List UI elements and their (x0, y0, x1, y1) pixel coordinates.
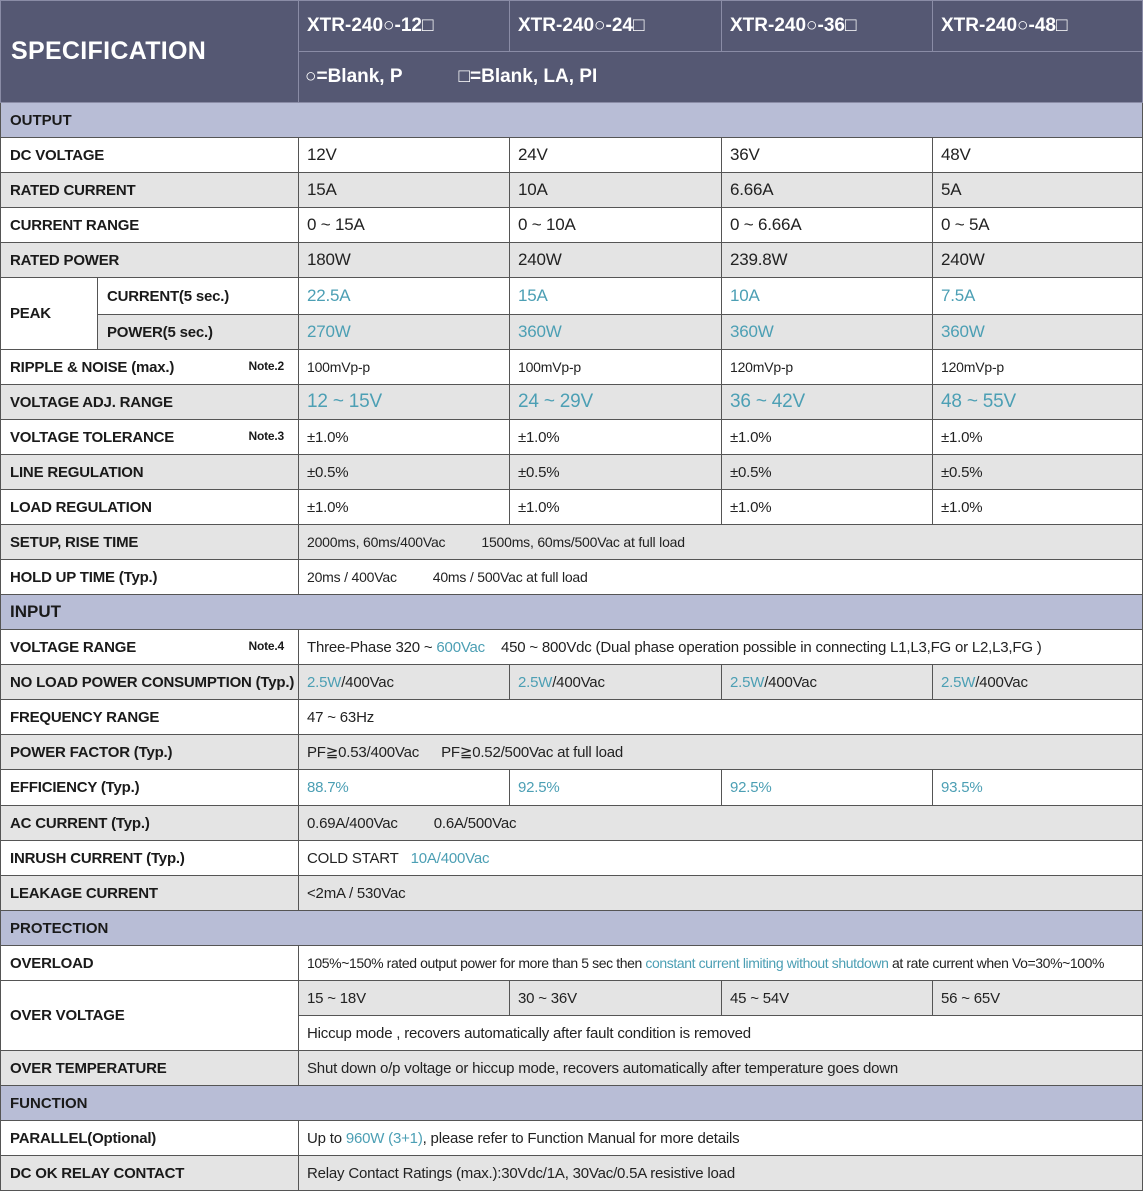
cell: ±0.5% (722, 455, 933, 490)
cell: 120mVp-p (933, 350, 1143, 385)
row-label: EFFICIENCY (Typ.) (1, 770, 299, 806)
note-ref: Note.3 (248, 428, 284, 443)
value-suffix: /400Vac (764, 673, 817, 691)
cell (510, 665, 722, 700)
cell: 45 ~ 54V (722, 981, 933, 1016)
row-peak-power (1, 315, 1143, 350)
cell: 88.7% (299, 770, 510, 806)
cell: 360W (933, 315, 1143, 350)
cell: 10A (510, 173, 722, 208)
cell: 5A (933, 173, 1143, 208)
row-ac-current (1, 806, 1143, 841)
header-row-models (1, 1, 1143, 52)
row-label: OVERLOAD (1, 946, 299, 981)
row-label: SETUP, RISE TIME (1, 525, 299, 560)
label-text: VOLTAGE TOLERANCE (10, 428, 175, 446)
value-suffix: , please refer to Function Manual for more details (422, 1129, 740, 1147)
row-label: OVER TEMPERATURE (1, 1051, 299, 1086)
cell: 15 ~ 18V (299, 981, 510, 1016)
value-highlight: 2.5W (730, 673, 765, 691)
cell: 0 ~ 15A (299, 208, 510, 243)
cell: 360W (510, 315, 722, 350)
cell (299, 1121, 1143, 1156)
section-title: INPUT (1, 595, 1143, 630)
row-current-range (1, 208, 1143, 243)
cell: 36 ~ 42V (722, 385, 933, 420)
row-over-temperature (1, 1051, 1143, 1086)
cell: Hiccup mode , recovers automatically after fault condition is removed (299, 1016, 1143, 1051)
row-label: LEAKAGE CURRENT (1, 876, 299, 911)
model-48v: XTR-240○-48□ (933, 1, 1143, 52)
label-text: RIPPLE & NOISE (max.) (10, 358, 175, 376)
row-label: PARALLEL(Optional) (1, 1121, 299, 1156)
row-label: NO LOAD POWER CONSUMPTION (Typ.) (1, 665, 299, 700)
row-label: DC VOLTAGE (1, 138, 299, 173)
row-peak-current (1, 278, 1143, 315)
cell: 15A (510, 278, 722, 315)
cell (299, 946, 1143, 981)
model-12v: XTR-240○-12□ (299, 1, 510, 52)
cell (299, 525, 1143, 560)
value-b: 40ms / 500Vac at full load (432, 569, 588, 585)
value-b: 1500ms, 60ms/500Vac at full load (481, 534, 685, 550)
row-over-voltage-values (1, 981, 1143, 1016)
cell: ±1.0% (933, 420, 1143, 455)
value-prefix: Up to (307, 1129, 346, 1147)
cell: 30 ~ 36V (510, 981, 722, 1016)
row-label: CURRENT(5 sec.) (98, 278, 299, 315)
value-highlight: 2.5W (518, 673, 553, 691)
value-prefix: Three-Phase 320 ~ (307, 638, 437, 656)
value-prefix: COLD START (307, 849, 399, 867)
cell (299, 841, 1143, 876)
row-label: AC CURRENT (Typ.) (1, 806, 299, 841)
value-highlight: 10A/400Vac (410, 849, 490, 867)
cell (933, 665, 1143, 700)
row-label (1, 350, 299, 385)
cell: 93.5% (933, 770, 1143, 806)
section-output (1, 103, 1143, 138)
section-title: PROTECTION (1, 911, 1143, 946)
peak-label: PEAK (1, 278, 98, 350)
row-label: LINE REGULATION (1, 455, 299, 490)
suffix-circle: ○=Blank, P (305, 66, 403, 87)
cell (299, 806, 1143, 841)
section-title: OUTPUT (1, 103, 1143, 138)
value-suffix: at rate current when Vo=30%~100% (888, 955, 1105, 971)
row-leakage (1, 876, 1143, 911)
row-label (1, 420, 299, 455)
value-suffix: /400Vac (975, 673, 1028, 691)
section-input (1, 595, 1143, 630)
row-hold-up (1, 560, 1143, 595)
row-dc-voltage (1, 138, 1143, 173)
row-label: RATED POWER (1, 243, 299, 278)
row-rated-power (1, 243, 1143, 278)
cell (299, 560, 1143, 595)
cell: 240W (933, 243, 1143, 278)
row-label: VOLTAGE ADJ. RANGE (1, 385, 299, 420)
row-label: INRUSH CURRENT (Typ.) (1, 841, 299, 876)
cell (299, 630, 1143, 665)
section-function (1, 1086, 1143, 1121)
value-a: 2000ms, 60ms/400Vac (307, 534, 446, 550)
cell: 239.8W (722, 243, 933, 278)
row-voltage-tolerance (1, 420, 1143, 455)
cell (722, 665, 933, 700)
row-efficiency (1, 770, 1143, 806)
cell: 360W (722, 315, 933, 350)
suffix-square: □=Blank, LA, PI (458, 66, 598, 87)
cell: 240W (510, 243, 722, 278)
row-label: FREQUENCY RANGE (1, 700, 299, 735)
row-label: POWER(5 sec.) (98, 315, 299, 350)
row-parallel (1, 1121, 1143, 1156)
row-inrush (1, 841, 1143, 876)
row-dc-ok (1, 1156, 1143, 1191)
row-label (1, 630, 299, 665)
label-text: VOLTAGE RANGE (10, 638, 137, 656)
value-suffix: /400Vac (341, 673, 394, 691)
row-no-load (1, 665, 1143, 700)
model-24v: XTR-240○-24□ (510, 1, 722, 52)
value-a: 0.69A/400Vac (307, 814, 398, 832)
cell: 7.5A (933, 278, 1143, 315)
row-frequency (1, 700, 1143, 735)
value-prefix: 105%~150% rated output power for more than 5 sec then (307, 955, 646, 971)
cell: ±1.0% (510, 490, 722, 525)
cell: ±1.0% (299, 420, 510, 455)
cell: Shut down o/p voltage or hiccup mode, recovers automatically after temperature goes down (299, 1051, 1143, 1086)
cell: 180W (299, 243, 510, 278)
cell: ±1.0% (299, 490, 510, 525)
cell: 92.5% (722, 770, 933, 806)
cell: 6.66A (722, 173, 933, 208)
value-b: PF≧0.52/500Vac at full load (441, 744, 624, 761)
cell: 48V (933, 138, 1143, 173)
cell: ±0.5% (510, 455, 722, 490)
section-protection (1, 911, 1143, 946)
cell: ±1.0% (510, 420, 722, 455)
row-label: CURRENT RANGE (1, 208, 299, 243)
cell: 24V (510, 138, 722, 173)
cell: 100mVp-p (510, 350, 722, 385)
value-suffix: 450 ~ 800Vdc (Dual phase operation possible in connecting L1,L3,FG or L2,L3,FG ) (500, 638, 1042, 656)
row-label: HOLD UP TIME (Typ.) (1, 560, 299, 595)
row-setup-rise (1, 525, 1143, 560)
cell: ±1.0% (722, 420, 933, 455)
cell: Relay Contact Ratings (max.):30Vdc/1A, 30Vac/0.5A resistive load (299, 1156, 1143, 1191)
cell: 48 ~ 55V (933, 385, 1143, 420)
value-highlight: 960W (3+1) (345, 1129, 423, 1147)
cell: 12 ~ 15V (299, 385, 510, 420)
value-highlight: constant current limiting without shutdown (645, 955, 889, 971)
model-suffix-legend (299, 52, 1143, 103)
row-voltage-adj (1, 385, 1143, 420)
row-overload (1, 946, 1143, 981)
cell: 120mVp-p (722, 350, 933, 385)
cell: 0 ~ 6.66A (722, 208, 933, 243)
spec-title: SPECIFICATION (1, 1, 299, 103)
cell (299, 665, 510, 700)
cell: 24 ~ 29V (510, 385, 722, 420)
cell: ±0.5% (299, 455, 510, 490)
model-36v: XTR-240○-36□ (722, 1, 933, 52)
cell: 0 ~ 10A (510, 208, 722, 243)
cell: 47 ~ 63Hz (299, 700, 1143, 735)
row-load-regulation (1, 490, 1143, 525)
cell: 12V (299, 138, 510, 173)
row-label: OVER VOLTAGE (1, 981, 299, 1051)
cell: ±1.0% (722, 490, 933, 525)
row-label: RATED CURRENT (1, 173, 299, 208)
row-rated-current (1, 173, 1143, 208)
row-line-regulation (1, 455, 1143, 490)
cell: 56 ~ 65V (933, 981, 1143, 1016)
cell: 270W (299, 315, 510, 350)
cell: 22.5A (299, 278, 510, 315)
cell (299, 735, 1143, 770)
cell: 100mVp-p (299, 350, 510, 385)
value-suffix: /400Vac (552, 673, 605, 691)
section-title: FUNCTION (1, 1086, 1143, 1121)
cell: ±1.0% (933, 490, 1143, 525)
value-highlight: 600Vac (436, 638, 485, 656)
note-ref: Note.2 (248, 358, 284, 373)
value-highlight: 2.5W (307, 673, 342, 691)
cell: 0 ~ 5A (933, 208, 1143, 243)
cell: ±0.5% (933, 455, 1143, 490)
value-highlight: 2.5W (941, 673, 976, 691)
cell: 15A (299, 173, 510, 208)
row-label: LOAD REGULATION (1, 490, 299, 525)
row-ripple-noise (1, 350, 1143, 385)
cell: 92.5% (510, 770, 722, 806)
value-a: PF≧0.53/400Vac (307, 744, 420, 761)
value-b: 0.6A/500Vac (433, 814, 517, 832)
cell: 10A (722, 278, 933, 315)
note-ref: Note.4 (248, 638, 284, 653)
cell: <2mA / 530Vac (299, 876, 1143, 911)
row-voltage-range (1, 630, 1143, 665)
row-label: DC OK RELAY CONTACT (1, 1156, 299, 1191)
row-power-factor (1, 735, 1143, 770)
row-label: POWER FACTOR (Typ.) (1, 735, 299, 770)
value-a: 20ms / 400Vac (307, 569, 397, 585)
cell: 36V (722, 138, 933, 173)
